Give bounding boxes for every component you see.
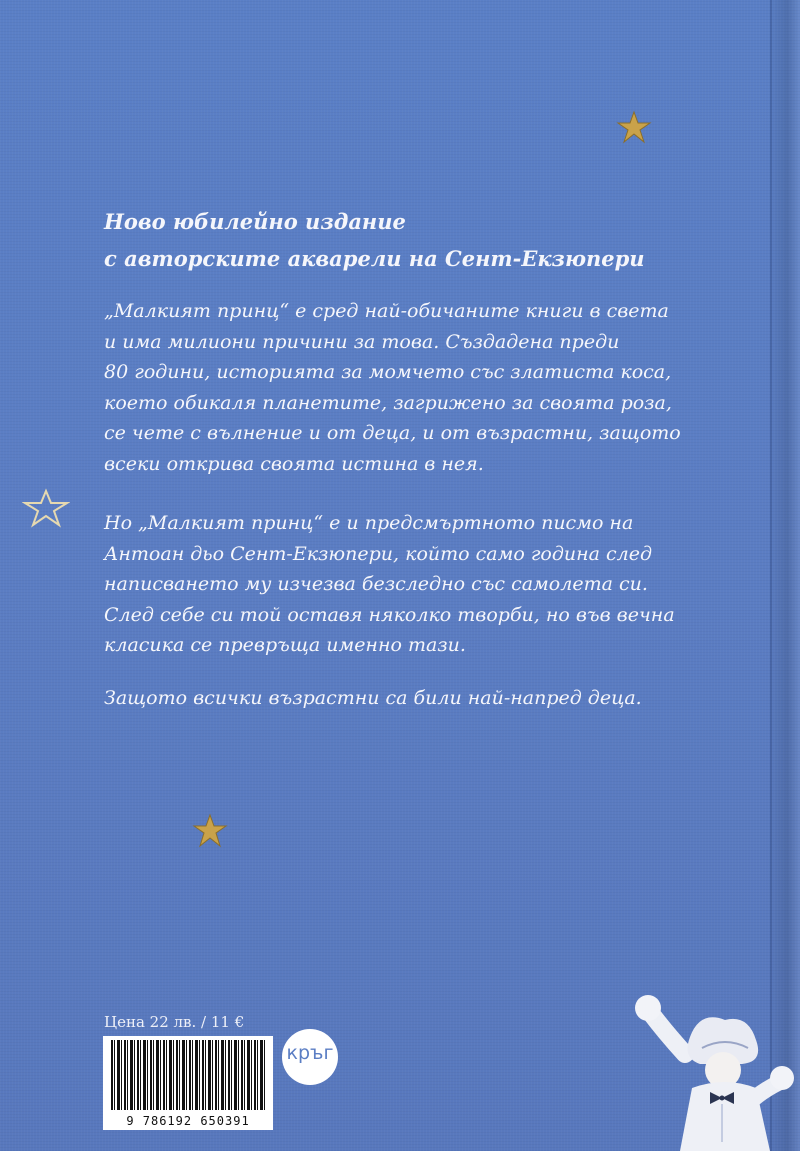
text-line: всеки открива своята истина в нея. [104,452,484,475]
text-line: След себе си той оставя няколко творби, но във вечна [104,603,675,626]
text-line: „Малкият принц“ е сред най-обичаните книги в света [104,300,669,322]
spine-edge [768,0,800,1151]
isbn-barcode [103,1036,273,1130]
text-line: и има милиони причини за това. Създадена преди [104,330,620,353]
text-line: което обикаля планетите, загрижено за своята роза, [104,391,672,414]
price-label: Цена 22 лв. / 11 € [104,1013,245,1031]
text-line: се чете с вълнение и от деца, и от възрастни, защото [104,422,681,444]
text-line: написването му изчезва безследно със самолета си. [104,573,648,595]
paragraph-1 [104,296,684,479]
paragraph-2 [104,508,684,661]
barcode-bars [111,1040,265,1110]
paragraph-3 [104,683,684,714]
publisher-logo-text: кръг [286,1042,334,1064]
spine-line [770,0,772,1151]
heading-line: с авторските акварели на Сент-Екзюпери [104,246,645,271]
heading-line: Ново юбилейно издание [104,209,406,234]
gold-star-icon [616,110,652,144]
text-line: 80 години, историята за момчето със златиста коса, [104,361,672,383]
cover-heading [104,203,684,277]
text-line: класика се превръща именно тази. [104,634,466,656]
text-line: Защото всички възрастни са били най-напред деца. [104,687,642,709]
isbn-number: 9 786192 650391 [126,1114,250,1128]
outline-star-icon [22,488,70,528]
little-prince-illustration-icon [630,992,800,1151]
text-line: Но „Малкият принц“ е и предсмъртното писмо на [104,512,634,534]
publisher-logo [282,1029,338,1085]
gold-star-icon [192,813,228,849]
text-line: Антоан дьо Сент-Екзюпери, който само година след [104,542,653,565]
